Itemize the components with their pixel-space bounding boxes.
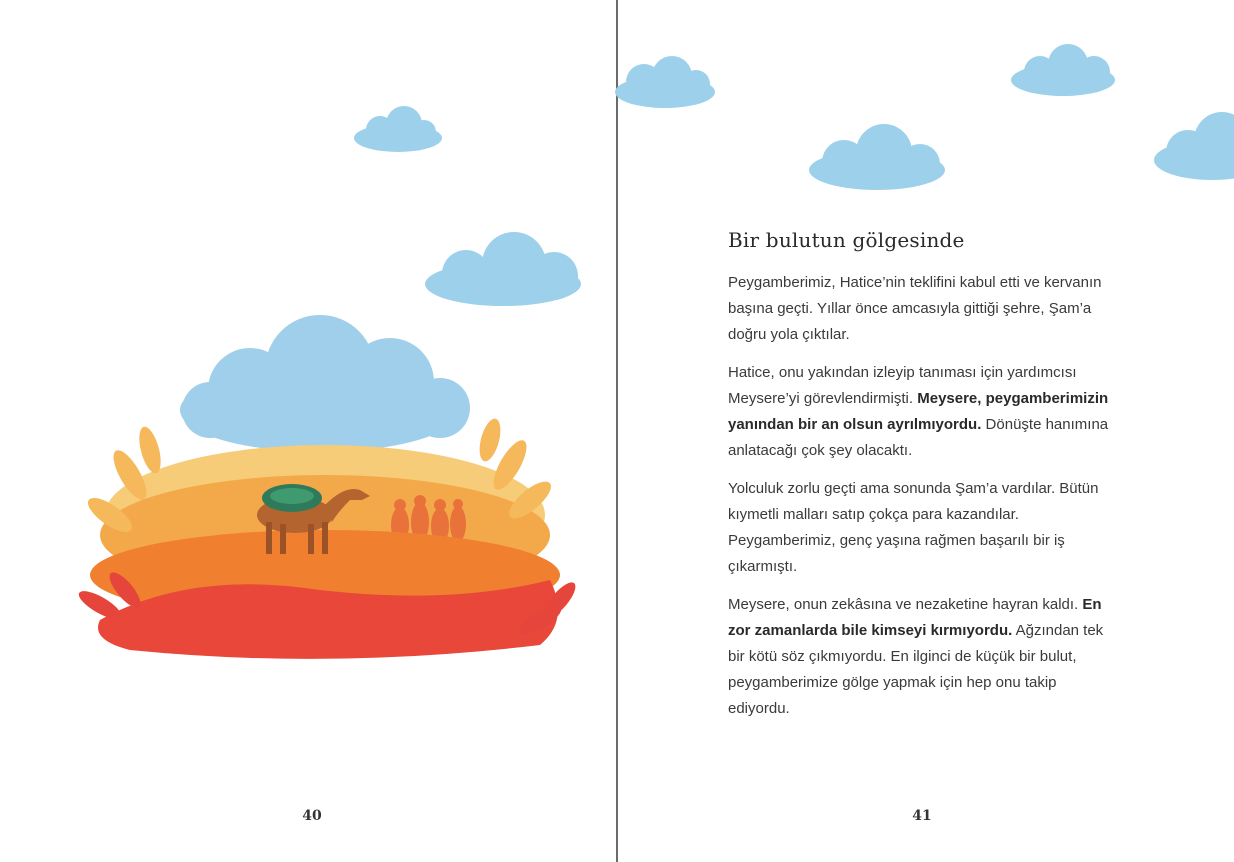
cloud-icon [1006, 42, 1120, 100]
paragraph [728, 270, 1118, 348]
chapter-title: Bir bulutun gölgesinde [728, 228, 965, 252]
paragraph-text: Meysere, onun zekâsına ve nezaketine hayran kaldı. [728, 596, 1083, 613]
left-page [0, 0, 616, 862]
page-number: 41 [912, 808, 932, 824]
camel-caravan-illustration [70, 300, 590, 670]
big-cloud-icon [180, 315, 470, 452]
paragraph-text: Ağzından tek bir kötü söz çıkmıyordu. En ilginci de küçük bir bulut, peygamberimize gölge yapmak için hep onu takip ediyordu. [728, 622, 1104, 717]
paragraph [728, 476, 1118, 580]
paragraph-emphasis: Meysere, peygamberimizin yanından bir an olsun ayrılmıyordu. [728, 390, 1109, 433]
paragraph [728, 360, 1118, 464]
paragraph-text: Hatice, onu yakından izleyip tanıması için yardımcısı Meysere’yi görevlendirmişti. [728, 364, 1077, 407]
page-number: 40 [302, 808, 322, 824]
paragraph-text: Peygamberimiz, Hatice’nin teklifini kabul etti ve kervanın başına geçti. Yıllar önce amcasıyla gittiği şehre, Şam’a doğru yola çıktılar. [728, 274, 1102, 343]
paragraph [728, 592, 1118, 722]
paragraph-text: Dönüşte hanımına anlatacağı çok şey olacaktı. [728, 416, 1109, 459]
story-text [728, 228, 1118, 734]
cloud-icon [1152, 110, 1234, 184]
cloud-icon [804, 120, 950, 194]
paragraph-text: Yolculuk zorlu geçti ama sonunda Şam’a vardılar. Bütün kıymetli malları satıp çokça para kazandılar. Peygamberimiz, genç yaşına rağmen başarılı bir iş çıkarmıştı. [728, 480, 1099, 575]
right-page [618, 0, 1234, 862]
paragraph-emphasis: En zor zamanlarda bile kimseyi kırmıyordu. [728, 596, 1102, 639]
cloud-icon [350, 104, 446, 156]
cloud-icon [610, 54, 720, 112]
